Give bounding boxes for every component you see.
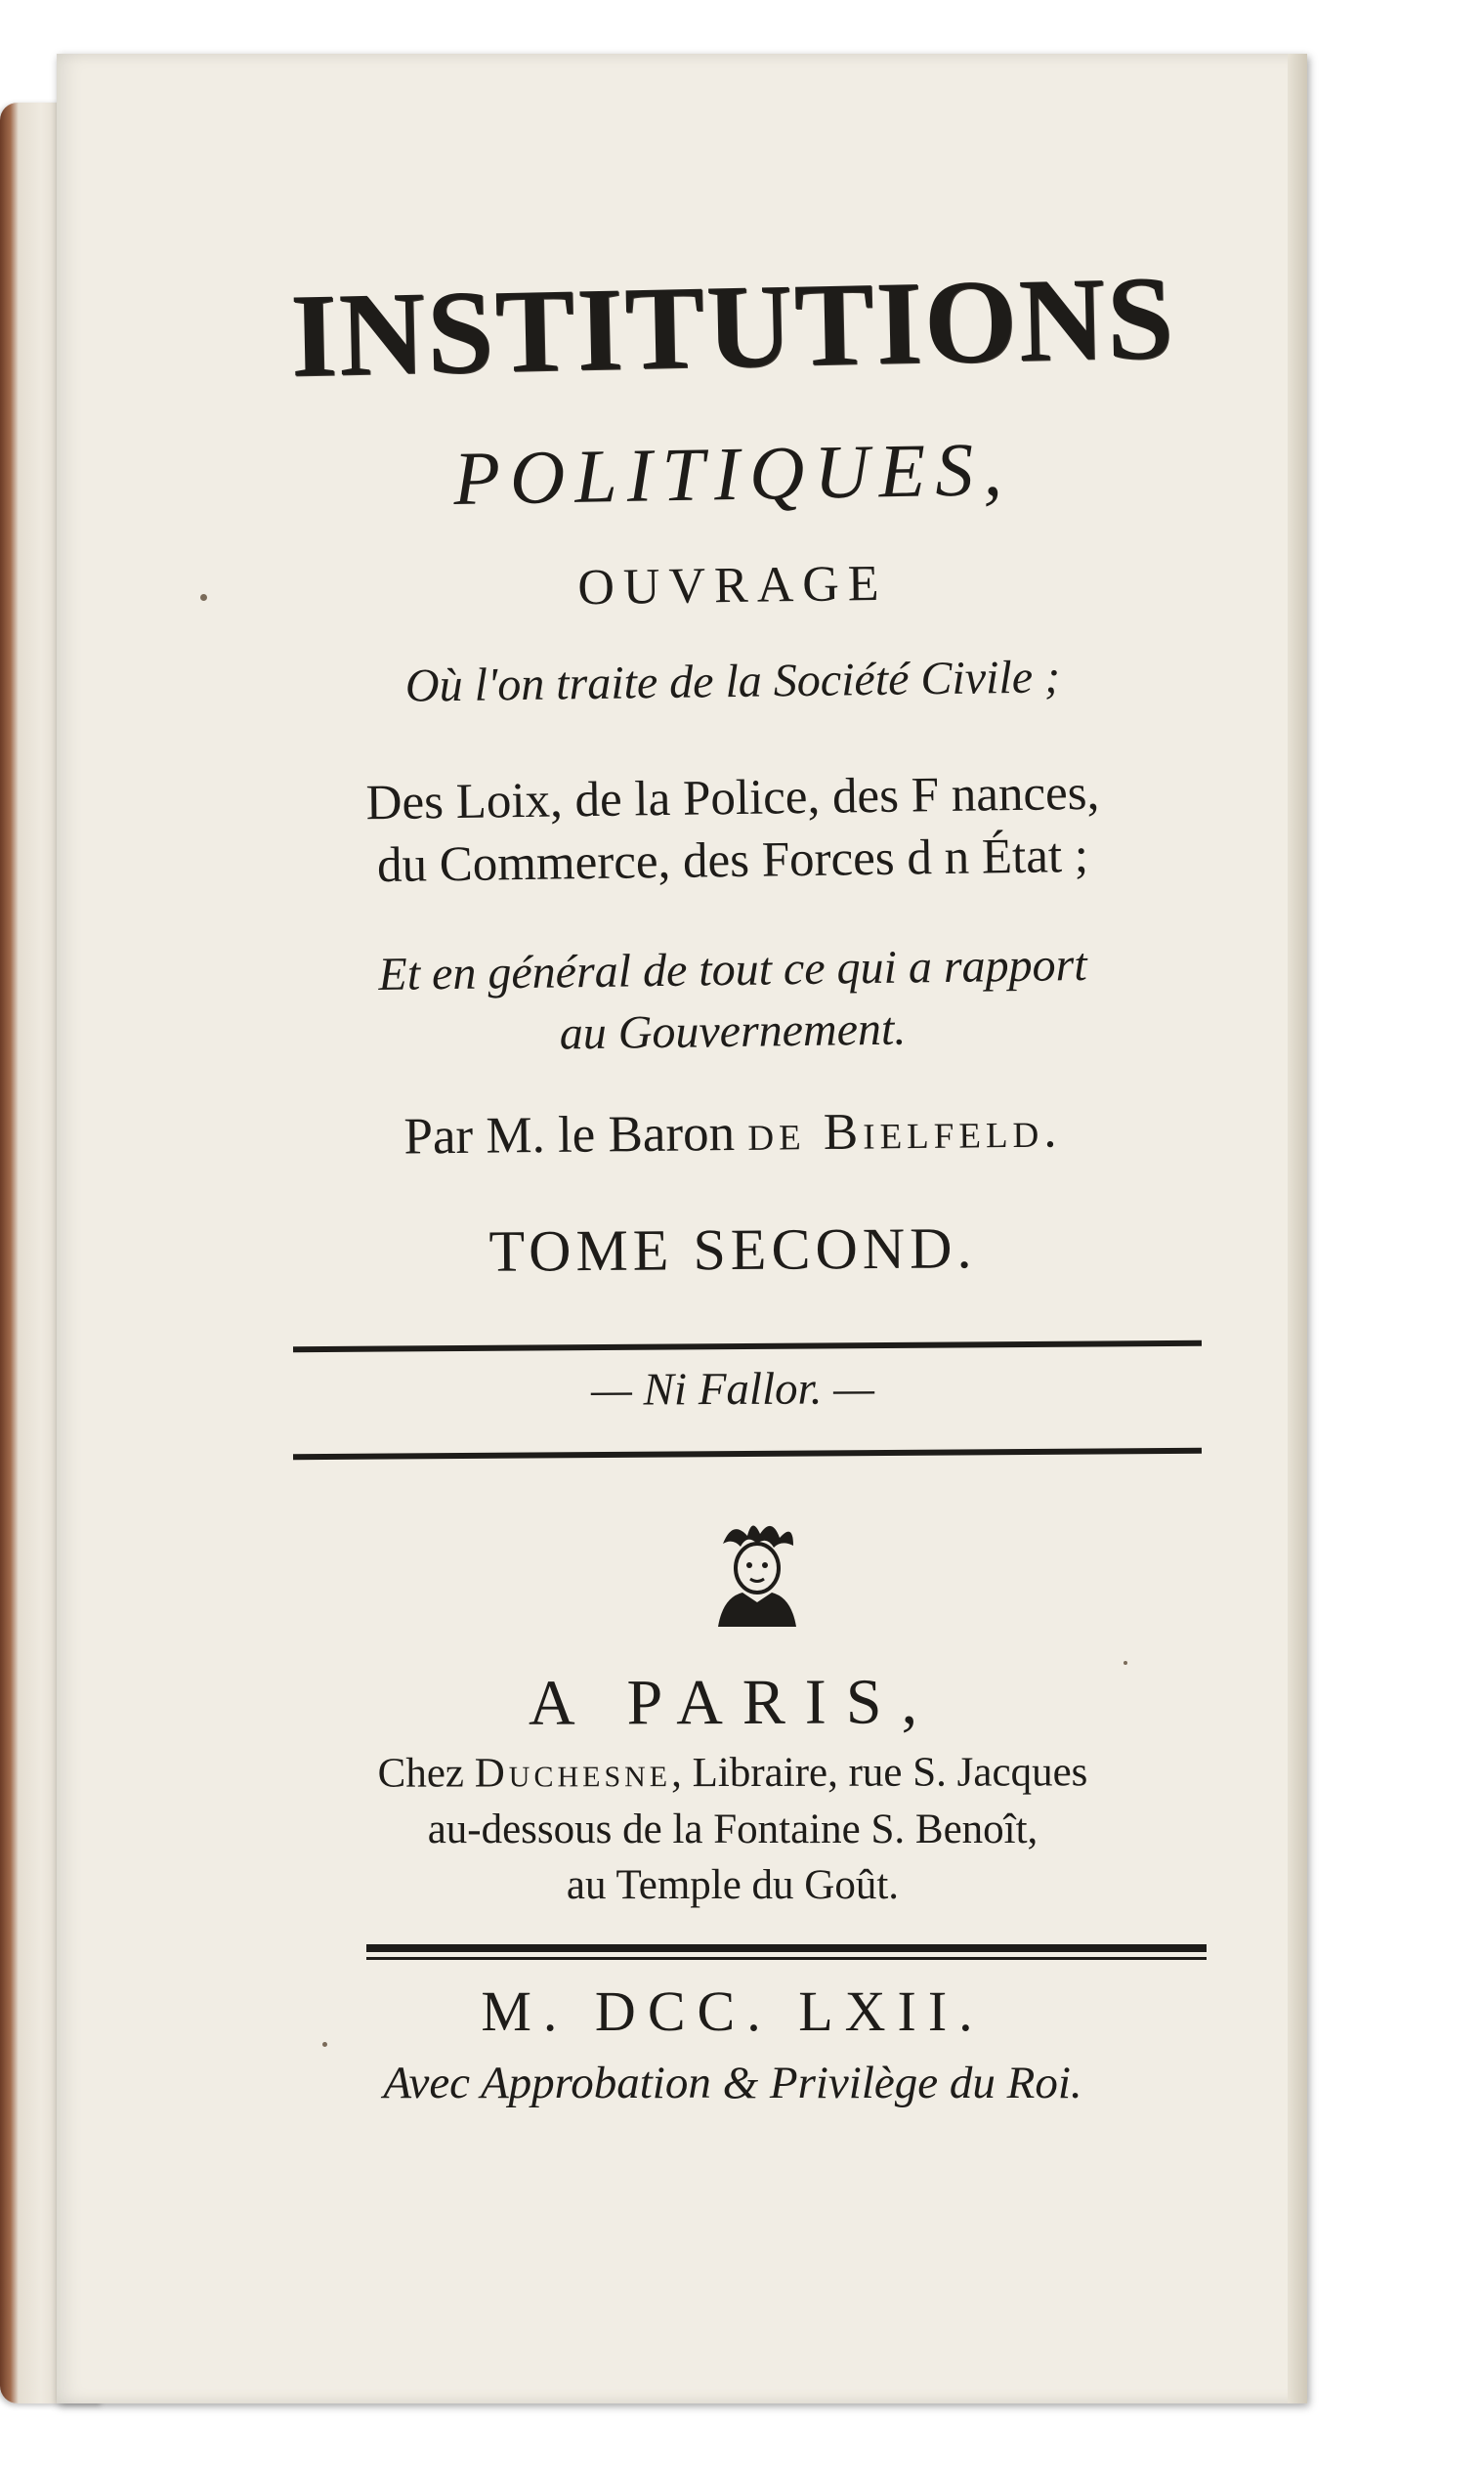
genre-label: OUVRAGE <box>577 555 888 616</box>
paper-speck <box>322 2042 327 2047</box>
publisher-suffix: , Libraire, rue S. Jacques <box>671 1749 1088 1797</box>
paper-speck <box>200 594 207 601</box>
description-line-1: Où l'on traite de la Société Civile ; <box>404 651 1061 712</box>
volume-label: TOME SECOND. <box>488 1215 977 1284</box>
author-name: de Bielfeld. <box>746 1101 1062 1162</box>
motto: — Ni Fallor. — <box>590 1363 875 1416</box>
description-line-2: Des Loix, de la Police, des F nances, <box>365 765 1100 831</box>
book-title: INSTITUTIONS <box>288 251 1177 403</box>
book-subtitle: POLITIQUES, <box>452 426 1013 521</box>
author-line <box>195 1098 1271 1169</box>
privilege-line: Avec Approbation & Privilège du Roi. <box>383 2058 1082 2108</box>
double-rule-thin <box>366 1957 1207 1960</box>
paper-speck <box>1124 1661 1127 1665</box>
publisher-prefix: Chez <box>377 1750 475 1797</box>
publisher-line-2: au-dessous de la Fontaine S. Benoît, <box>427 1807 1039 1852</box>
description-line-5: au Gouvernement. <box>559 1002 907 1060</box>
head-fleuron-icon <box>703 1514 811 1632</box>
description-line-4: Et en général de tout ce qui a rapport <box>378 938 1087 1001</box>
publisher-name: Duchesne <box>474 1750 672 1797</box>
imprint-city: A PARIS, <box>528 1666 938 1739</box>
page-fore-edge <box>1288 54 1307 2403</box>
double-rule <box>366 1944 1207 1960</box>
description-line-3: du Commerce, des Forces d n État ; <box>376 828 1089 894</box>
publication-year: M. DCC. LXII. <box>481 1979 985 2043</box>
double-rule-thick <box>366 1944 1207 1952</box>
publisher-line-3: au Temple du Goût. <box>566 1862 900 1908</box>
publisher-line-1 <box>195 1748 1270 1798</box>
author-prefix: Par M. le Baron <box>403 1104 748 1166</box>
